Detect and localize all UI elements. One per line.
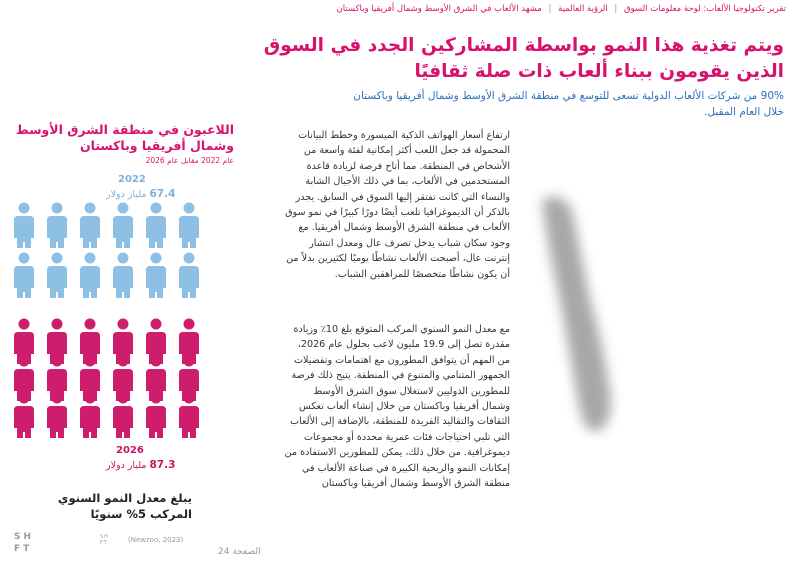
breadcrumb-item-mena-gaming[interactable]: مشهد الألعاب في الشرق الأوسط وشمال أفريقيا وباكستان bbox=[336, 4, 542, 14]
breadcrumb-separator: | bbox=[548, 4, 552, 14]
subheadline: 90% من شركات الألعاب الدولية تسعى للتوسع في منطقة الشرق الأوسط وشمال أفريقيا وباكستان خلال العام المقبل. bbox=[353, 90, 784, 118]
person-icon bbox=[47, 253, 67, 299]
page-number-value: 24 bbox=[218, 547, 230, 557]
breadcrumb-item-report[interactable]: تقرير تكنولوجيا الألعاب: لوحة معلومات السوق bbox=[624, 4, 786, 14]
value-number-2026: 87.3 bbox=[149, 459, 176, 471]
infographic-note: عام 2022 مقابل عام 2026 bbox=[145, 156, 234, 165]
year-label-2022: 2022 bbox=[118, 174, 146, 185]
people-grid-2026 bbox=[14, 319, 199, 439]
paragraph-text: ارتفاع أسعار الهواتف الذكية الميسورة وخطط البيانات المحمولة قد جعل اللعب أكثر إمكانية لفئة واسعة من الأشخاص في المنطقة. مما أتاح فرصة لزيادة قاعدة المستخدمين في الألعاب، بما في ذلك الأجيال الشابة والنساء التي كانت تفتقر إليها السوق في السابق. يجدر بالذكر أن الديموغرافيا تلعب أيضًا دورًا كبيرًا في نمو سوق الألعاب في منطقة الشرق الأوسط وشمال أفريقيا. مع وجود سكان شباب يدخل تصرف عال ومعدل انتشار إنترنت عال، أصبحت الألعاب نشاطًا يوميًا لكثيرين بدلاً من أن يكون نشاطًا متخصصًا للمراهقين الشباب. bbox=[285, 130, 510, 280]
person-icon bbox=[47, 203, 67, 249]
growth-rate-note: يبلغ معدل النمو السنوي المركب 5% سنويًا bbox=[57, 491, 192, 521]
person-icon bbox=[146, 203, 166, 249]
person-icon bbox=[179, 253, 199, 299]
year-label-2026: 2026 bbox=[116, 445, 144, 456]
page-label: الصفحة bbox=[232, 547, 261, 557]
people-grid-2022 bbox=[14, 203, 199, 299]
breadcrumb-separator: | bbox=[614, 4, 618, 14]
infographic-title: اللاعبون في منطقة الشرق الأوسط وشمال أفريقيا وباكستان bbox=[15, 122, 234, 153]
value-unit-2022: مليار دولار bbox=[106, 189, 147, 200]
svg-text:FT: FT bbox=[100, 540, 108, 544]
svg-text:FT: FT bbox=[14, 544, 33, 552]
breadcrumb-item-global-view[interactable]: الرؤية العالمية bbox=[558, 4, 608, 14]
page-number bbox=[218, 547, 261, 557]
shft-small-logo bbox=[100, 532, 120, 544]
svg-text:SH: SH bbox=[14, 532, 35, 542]
value-2026 bbox=[106, 459, 175, 471]
paragraph-text: مع معدل النمو السنوي المركب المتوقع يلغ 10٪ وزيادة مقدرة تصل إلى 19.9 مليون لاعب بحلول عام 2026، من المهم أن يتوافق المطورون مع اهتمامات وتفضيلات الجمهور المتنامي والمتنوع في المنطقة. يتيح ذلك فرصة للمطورين الدوليين لاستغلال سوق الشرق الأوسط وشمال أفريقيا وباكستان من خلال إنشاء ألعاب تعكس الثقافات والتقاليد الفريدة للمنطقة، بالإضافة إلى الألعاب التي تلبي احتياجات فئات عمرية محددة أو مجموعات ديموغرافية. من خلال ذلك، يمكن للمطورين الاستفادة من إمكانات النمو والربحية الكبيرة في صناعة الألعاب في منطقة الشرق الأوسط وشمال أفريقيا وباكستان bbox=[284, 324, 510, 490]
person-icon bbox=[80, 203, 100, 249]
value-unit-2026: مليار دولار bbox=[106, 460, 147, 471]
person-icon bbox=[146, 253, 166, 299]
person-icon bbox=[14, 203, 34, 249]
person-icon bbox=[14, 253, 34, 299]
headline-line-1: ويتم تغذية هذا النمو بواسطة المشاركين الجدد في السوق bbox=[263, 35, 784, 56]
shft-logo bbox=[14, 530, 54, 552]
value-number-2022: 67.4 bbox=[149, 188, 176, 200]
person-icon bbox=[80, 253, 100, 299]
decorative-blurred-shape bbox=[530, 180, 640, 440]
headline-line-2: الذين يقومون ببناء ألعاب ذات صلة ثقافيًا bbox=[414, 61, 784, 82]
source-citation: (Newzoo, 2023) bbox=[128, 536, 184, 544]
svg-text:SH: SH bbox=[100, 534, 109, 540]
person-icon bbox=[113, 253, 133, 299]
person-icon bbox=[179, 203, 199, 249]
person-icon bbox=[113, 203, 133, 249]
